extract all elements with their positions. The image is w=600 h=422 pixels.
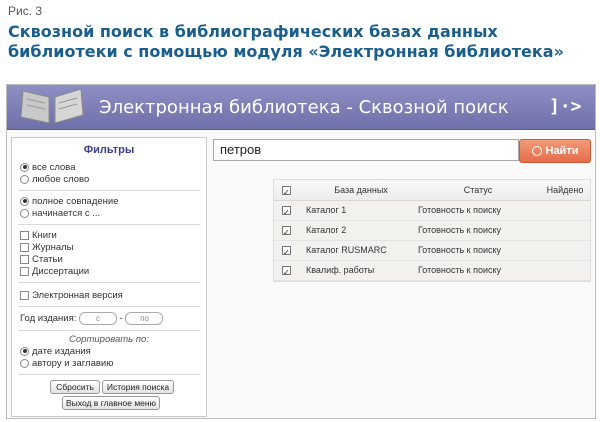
checkbox-icon [20, 243, 29, 252]
radio-label: автору и заглавию [32, 358, 114, 369]
checkbox-icon [282, 246, 291, 255]
search-button[interactable] [519, 139, 591, 163]
radio-selected-icon [20, 163, 29, 172]
radio-label: полное совпадение [32, 196, 119, 207]
cell-status: Готовность к поиску [418, 265, 502, 275]
main-menu-button[interactable]: Выход в главное меню [62, 396, 160, 410]
reset-button[interactable]: Сбросить [50, 380, 100, 394]
row-checkbox[interactable] [282, 201, 291, 220]
year-from-input[interactable]: с [79, 312, 117, 325]
results-table [273, 179, 591, 282]
radio-label: любое слово [32, 174, 90, 185]
year-label: Год издания: [20, 313, 77, 325]
radio-icon [20, 359, 29, 368]
divider [18, 224, 200, 225]
table-row[interactable] [274, 221, 590, 241]
app-title: Электронная библиотека - Сквозной поиск [99, 97, 509, 118]
divider [18, 374, 200, 375]
cell-status: Готовность к поиску [418, 205, 502, 215]
radio-exact-match[interactable] [20, 196, 119, 208]
radio-label: начинается с ... [32, 208, 101, 219]
checkbox-books[interactable] [20, 230, 57, 242]
radio-starts-with[interactable] [20, 208, 100, 220]
cell-database: Каталог 1 [306, 205, 347, 215]
checkbox-label: Электронная версия [32, 290, 123, 301]
year-row [20, 312, 163, 324]
divider [18, 282, 200, 283]
radio-sort-date[interactable] [20, 346, 91, 358]
sort-title: Сортировать по: [69, 334, 149, 345]
cell-status: Готовность к поиску [418, 245, 502, 255]
checkbox-label: Журналы [32, 242, 74, 253]
figure-title: Сквозной поиск в библиографических базах данных библиотеки с помощью модуля «Электронная библиотека» [8, 22, 564, 61]
checkbox-label: Статьи [32, 254, 63, 265]
row-checkbox[interactable] [282, 241, 291, 260]
table-header [274, 180, 590, 201]
row-checkbox[interactable] [282, 221, 291, 240]
cell-database: Каталог RUSMARC [306, 245, 387, 255]
checkbox-label: Диссертации [32, 266, 90, 277]
divider [18, 330, 200, 331]
column-found: Найдено [546, 185, 584, 195]
table-row[interactable] [274, 241, 590, 261]
checkbox-icon [282, 206, 291, 215]
search-button-label: Найти [545, 145, 579, 157]
checkbox-icon [20, 255, 29, 264]
search-input[interactable]: петров [213, 139, 519, 161]
radio-selected-icon [20, 197, 29, 206]
table-row[interactable] [274, 261, 590, 281]
radio-any-word[interactable] [20, 174, 89, 186]
app-window [6, 84, 596, 419]
cell-status: Готовность к поиску [418, 225, 502, 235]
table-row[interactable] [274, 201, 590, 221]
checkbox-label: Книги [32, 230, 57, 241]
radio-label: все слова [32, 162, 76, 173]
checkbox-icon [282, 186, 291, 195]
select-all-checkbox[interactable] [282, 180, 291, 200]
search-icon [532, 146, 542, 156]
radio-all-words[interactable] [20, 162, 76, 174]
cell-database: Каталог 2 [306, 225, 347, 235]
exit-icon[interactable]: ]·> [549, 96, 582, 117]
checkbox-dissertations[interactable] [20, 266, 89, 278]
year-dash: - [119, 313, 123, 325]
open-book-icon [15, 87, 89, 127]
filters-title: Фильтры [83, 144, 135, 156]
radio-label: дате издания [32, 346, 91, 357]
row-checkbox[interactable] [282, 261, 291, 280]
app-header [7, 85, 595, 130]
checkbox-journals[interactable] [20, 242, 74, 254]
filters-panel [11, 137, 207, 417]
radio-sort-author[interactable] [20, 358, 113, 370]
radio-icon [20, 209, 29, 218]
divider [18, 190, 200, 191]
history-button[interactable]: История поиска [102, 380, 174, 394]
checkbox-icon [282, 226, 291, 235]
radio-icon [20, 175, 29, 184]
checkbox-icon [20, 267, 29, 276]
year-to-input[interactable]: по [125, 312, 163, 325]
divider [18, 306, 200, 307]
checkbox-icon [282, 266, 291, 275]
radio-selected-icon [20, 347, 29, 356]
checkbox-articles[interactable] [20, 254, 63, 266]
column-database: База данных [334, 185, 388, 195]
checkbox-electronic[interactable] [20, 290, 123, 302]
checkbox-icon [20, 291, 29, 300]
cell-database: Квалиф. работы [306, 265, 375, 275]
checkbox-icon [20, 231, 29, 240]
figure-caption: Рис. 3 [8, 4, 43, 18]
column-status: Статус [463, 185, 493, 195]
